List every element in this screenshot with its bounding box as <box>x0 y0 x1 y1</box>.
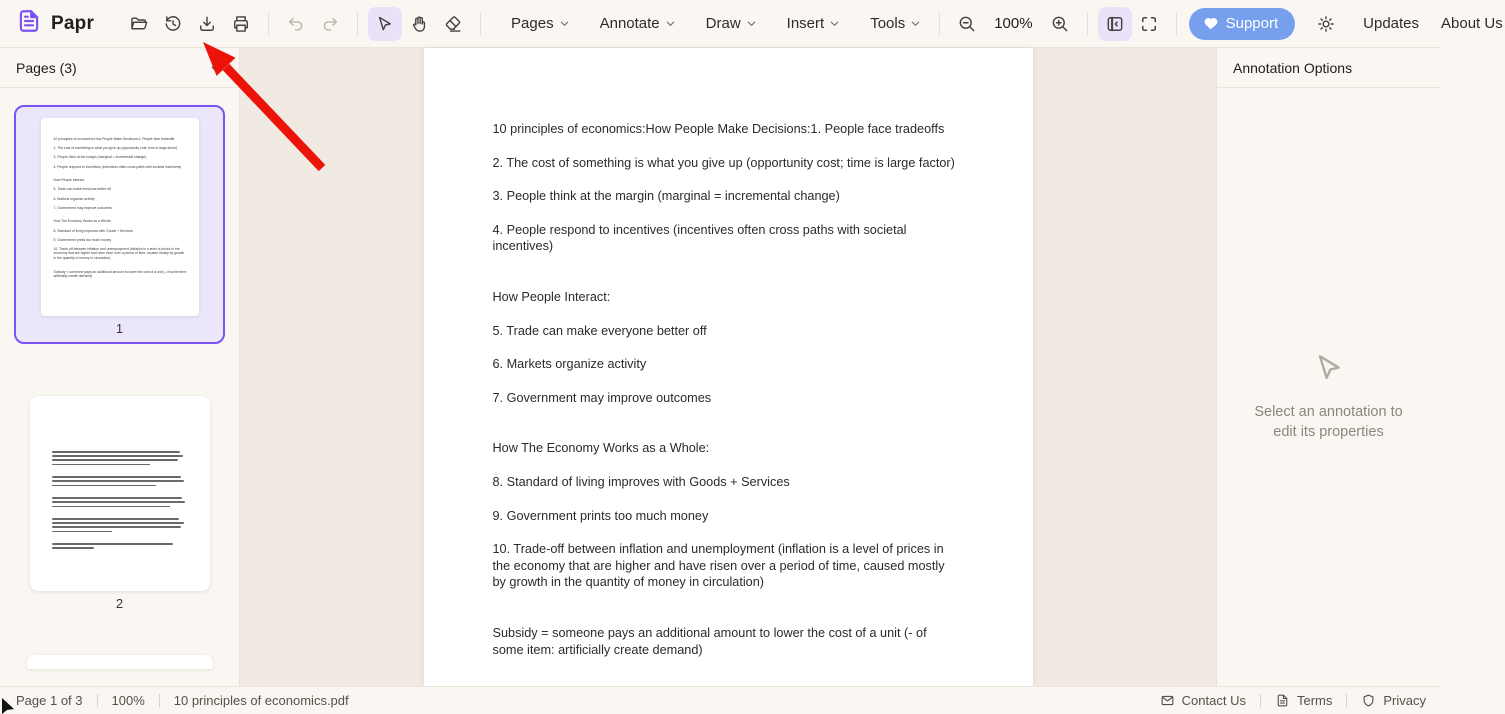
privacy-label: Privacy <box>1383 693 1426 708</box>
doc-paragraph: How People Interact: <box>492 289 611 304</box>
menu-bar <box>509 9 923 38</box>
toolbar-divider <box>268 12 269 36</box>
thumbnail-2-preview <box>30 396 210 591</box>
pointer-tool-button[interactable] <box>368 7 402 41</box>
thumbnail-1-number: 1 <box>115 321 124 336</box>
thumbnail-2-number: 2 <box>115 596 124 611</box>
pages-panel-title: Pages (3) <box>16 59 77 76</box>
document-icon <box>1275 693 1290 708</box>
support-label: Support <box>1225 14 1279 32</box>
doc-paragraph: 4. People respond to incentives (incentives often cross paths with societal incentives) <box>53 164 182 169</box>
doc-paragraph: 10. Trade-off between inflation and unemployment (inflation is a level of prices in the economy that are higher and have risen over a period of time, caused mostly by growth in the quantity of money in circulation) <box>492 542 945 590</box>
envelope-icon <box>1160 693 1175 708</box>
document-canvas[interactable] <box>240 48 1216 686</box>
page-thumbnail-2[interactable] <box>14 396 225 611</box>
sun-icon <box>1316 14 1336 34</box>
hand-tool-button[interactable] <box>402 7 436 41</box>
chevron-left-icon <box>208 61 221 74</box>
doc-paragraph: 9. Government prints too much money <box>492 508 709 523</box>
print-button[interactable] <box>224 7 258 41</box>
privacy-link[interactable] <box>1361 693 1426 708</box>
menu-label: Insert <box>786 15 825 32</box>
menu-draw[interactable] <box>704 9 759 38</box>
thumb1-mini-content <box>41 118 199 279</box>
fullscreen-button[interactable] <box>1132 7 1166 41</box>
download-icon <box>197 14 217 34</box>
menu-label: Draw <box>705 15 741 32</box>
toolbar-divider <box>939 12 940 36</box>
collapse-sidebar-button[interactable] <box>206 59 223 76</box>
top-toolbar <box>0 0 1503 48</box>
folder-open-icon <box>129 14 149 34</box>
doc-paragraph: 6. Markets organize activity <box>53 196 95 201</box>
terms-label: Terms <box>1296 693 1333 708</box>
contact-us-link[interactable] <box>1160 693 1246 708</box>
annotation-options-panel <box>1216 48 1440 686</box>
empty-state-message: Select an annotation to edit its properties <box>1254 404 1403 440</box>
chevron-down-icon <box>829 18 840 29</box>
doc-paragraph: 10 principles of economics:How People Make Decisions:1. People face tradeoffs <box>53 137 175 141</box>
doc-paragraph: 5. Trade can make everyone better off <box>492 323 707 338</box>
doc-paragraph: 7. Government may improve outcomes <box>53 205 112 210</box>
menu-insert[interactable] <box>785 9 843 38</box>
eraser-icon <box>443 14 463 34</box>
pdf-page-1[interactable] <box>424 48 1033 686</box>
doc-paragraph: 10. Trade-off between inflation and unemployment (inflation is a level of prices in the economy that are higher and have risen over a period of time, caused mostly by growth in the quantity of money in circulation) <box>53 246 185 261</box>
redo-button[interactable] <box>313 7 347 41</box>
thumbnail-1-preview <box>41 118 199 316</box>
toolbar-divider <box>480 12 481 36</box>
doc-paragraph: 2. The cost of something is what you give up (opportunity cost; time is large factor) <box>492 155 955 170</box>
statusbar-zoom: 100% <box>111 693 145 708</box>
hand-icon <box>409 14 429 34</box>
doc-paragraph: How The Economy Works as a Whole: <box>53 219 112 224</box>
doc-paragraph: 4. People respond to incentives (incentives often cross paths with societal incentives) <box>492 222 907 254</box>
download-button[interactable] <box>190 7 224 41</box>
support-button[interactable] <box>1189 8 1296 40</box>
page-indicator: Page 1 of 3 <box>16 693 83 708</box>
doc-paragraph: 7. Government may improve outcomes <box>492 390 712 405</box>
pages-sidebar <box>0 48 240 686</box>
doc-paragraph: How The Economy Works as a Whole: <box>492 441 710 456</box>
terms-link[interactable] <box>1275 693 1332 708</box>
page-thumbnail-3[interactable] <box>27 655 213 669</box>
shield-icon <box>1361 693 1376 708</box>
doc-paragraph: 2. The cost of something is what you give up (opportunity cost; time is large factor) <box>53 146 178 151</box>
chevron-down-icon <box>665 18 676 29</box>
doc-paragraph: 6. Markets organize activity <box>492 357 647 372</box>
chevron-down-icon <box>746 18 757 29</box>
undo-icon <box>286 14 306 34</box>
doc-paragraph: 10 principles of economics:How People Make Decisions:1. People face tradeoffs <box>492 122 945 136</box>
eraser-tool-button[interactable] <box>436 7 470 41</box>
statusbar-divider <box>1260 694 1261 707</box>
doc-paragraph: 5. Trade can make everyone better off <box>53 187 111 192</box>
app-logo-icon <box>16 8 42 39</box>
toolbar-divider <box>357 12 358 36</box>
history-button[interactable] <box>156 7 190 41</box>
zoom-in-icon <box>1050 14 1070 34</box>
doc-paragraph: 3. People think at the margin (marginal = incremental change) <box>53 155 147 160</box>
doc-paragraph: 8. Standard of living improves with Goods + Services <box>492 474 790 489</box>
menu-annotate[interactable] <box>598 9 678 38</box>
menu-pages[interactable] <box>509 9 572 38</box>
menu-label: Tools <box>870 15 906 32</box>
toggle-left-panel-button[interactable] <box>1098 7 1132 41</box>
menu-label: Annotate <box>599 15 660 32</box>
heart-icon <box>1203 16 1218 30</box>
about-us-link[interactable]: About Us <box>1439 9 1505 38</box>
statusbar-divider <box>97 694 98 707</box>
chevron-down-icon <box>910 18 921 29</box>
zoom-level[interactable]: 100% <box>994 15 1033 32</box>
doc-paragraph: 9. Government prints too much money <box>53 237 112 242</box>
zoom-out-button[interactable] <box>950 7 984 41</box>
doc-paragraph: How People Interact: <box>53 178 85 183</box>
gray-cursor-icon <box>1311 350 1347 386</box>
history-icon <box>163 14 183 34</box>
doc-paragraph: Subsidy = someone pays an additional amount to lower the cost of a unit (- of some item: artificially create demand) <box>53 269 188 279</box>
menu-tools[interactable] <box>868 9 923 38</box>
undo-button[interactable] <box>279 7 313 41</box>
doc-paragraph: Subsidy = someone pays an additional amount to lower the cost of a unit (- of some item: artificially create demand) <box>492 625 927 657</box>
panel-left-icon <box>1105 14 1125 34</box>
statusbar-divider <box>159 694 160 707</box>
fullscreen-icon <box>1139 14 1159 34</box>
status-bar <box>0 686 1440 714</box>
toolbar-divider <box>1176 12 1177 36</box>
zoom-in-button[interactable] <box>1043 7 1077 41</box>
annotation-empty-state <box>1217 350 1440 442</box>
open-file-button[interactable] <box>122 7 156 41</box>
annotation-panel-title: Annotation Options <box>1233 59 1353 76</box>
pointer-icon <box>375 14 395 34</box>
zoom-out-icon <box>957 14 977 34</box>
print-icon <box>231 14 251 34</box>
statusbar-divider <box>1346 694 1347 707</box>
app-name: Papr <box>51 12 95 34</box>
toolbar-divider <box>1087 12 1088 36</box>
filename: 10 principles of economics.pdf <box>173 693 349 708</box>
doc-paragraph: 3. People think at the margin (marginal = incremental change) <box>492 189 840 204</box>
doc-paragraph: 8. Standard of living improves with Goods + Services <box>53 228 133 233</box>
app-brand[interactable] <box>16 8 94 39</box>
menu-label: Pages <box>511 15 554 32</box>
theme-toggle-button[interactable] <box>1309 7 1343 41</box>
chevron-down-icon <box>559 18 570 29</box>
updates-link[interactable]: Updates <box>1361 9 1421 38</box>
page-thumbnail-1[interactable] <box>14 105 225 344</box>
redo-icon <box>320 14 340 34</box>
contact-us-label: Contact Us <box>1181 693 1246 708</box>
